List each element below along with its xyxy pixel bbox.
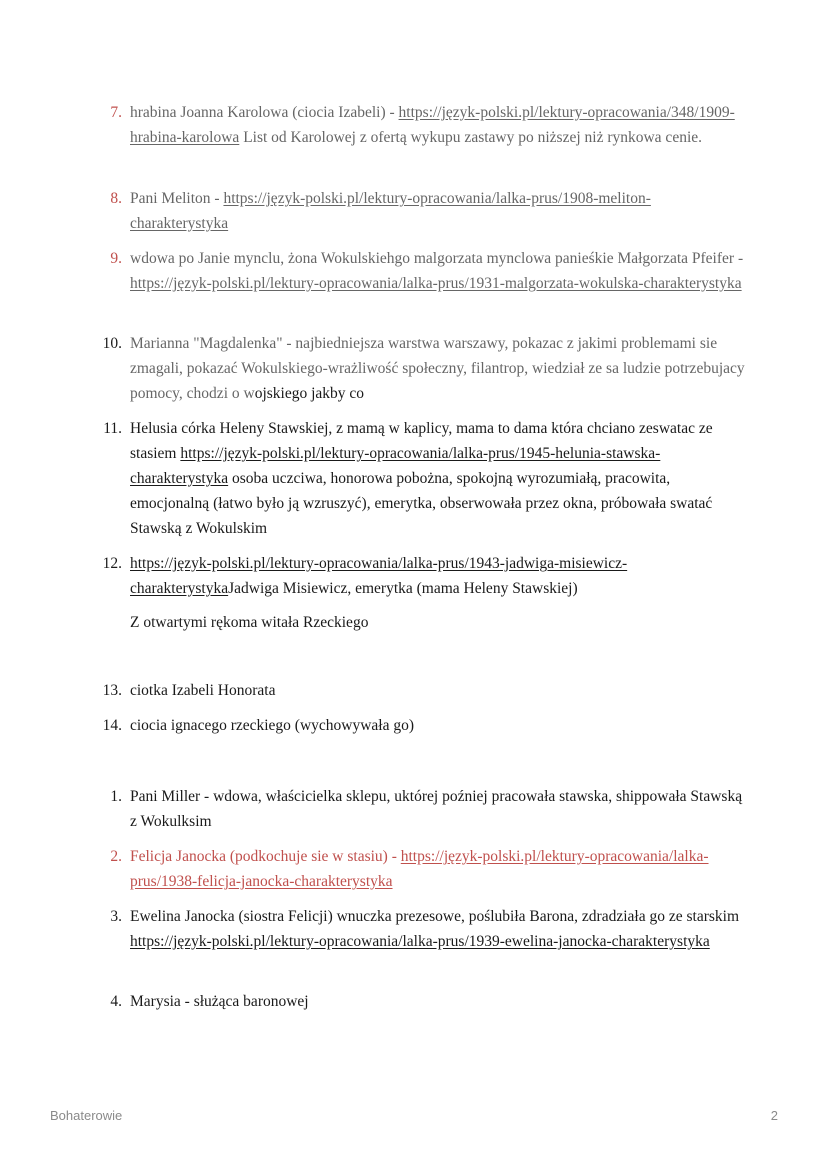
text-segment: List od Karolowej z ofertą wykupu zastawy po niższej niż rynkowa cenie.	[239, 129, 703, 146]
link[interactable]: https://język-polski.pl/lektury-opracowania/lalka-prus/1939-ewelina-janocka-charakterystyka	[130, 933, 710, 950]
list-item-7	[110, 100, 745, 150]
list2-item-1	[110, 784, 745, 834]
list-item-11	[103, 416, 745, 541]
text-segment: Helusia córka Heleny Stawskiej, z mamą w kaplicy, mama to dama która chciano zeswatac ze stasiem	[130, 420, 713, 462]
item-text	[130, 717, 414, 734]
item-text	[130, 420, 713, 537]
item-text	[130, 993, 309, 1010]
link[interactable]: https://język-polski.pl/lektury-opracowania/lalka-prus/1943-jadwiga-misiewicz-charakterystyka	[130, 555, 628, 597]
list-item-14	[102, 713, 745, 738]
list-item-12	[102, 551, 745, 601]
text-segment: ciotka Izabeli Honorata	[130, 682, 276, 699]
item-text	[130, 190, 651, 232]
item-number: 3.	[110, 908, 122, 925]
text-segment: ciocia ignacego rzeckiego (wychowywała go)	[130, 717, 415, 734]
item-number: 14.	[102, 717, 122, 734]
list2-item-2	[110, 844, 745, 894]
item-number: 10.	[102, 335, 122, 352]
item-number: 13.	[102, 682, 122, 699]
text-segment: ojskiego jakby co	[254, 385, 365, 402]
link[interactable]: https://język-polski.pl/lektury-opracowania/lalka-prus/1908-meliton-charakterystyka	[130, 190, 651, 232]
link[interactable]: https://język-polski.pl/lektury-opracowania/lalka-prus/1938-felicja-janocka-charakterystyka	[130, 848, 709, 890]
item-text	[130, 250, 743, 292]
list-item-13	[102, 678, 745, 703]
item-text	[130, 788, 742, 830]
page-number: 2	[770, 1108, 778, 1123]
link[interactable]: https://język-polski.pl/lektury-opracowania/lalka-prus/1931-malgorzata-wokulska-charakterystyka	[130, 275, 742, 292]
text-segment: Jadwiga Misiewicz, emerytka (mama Heleny Stawskiej)	[228, 580, 578, 597]
link[interactable]: https://język-polski.pl/lektury-opracowania/lalka-prus/1945-helunia-stawska-charakterystyka	[130, 445, 661, 487]
list-item-8	[110, 186, 745, 236]
list-item-10	[102, 331, 745, 406]
text-segment: wdowa po Janie mynclu, żona Wokulskiehgo malgorzata mynclowa panieśkie Małgorzata Pfeifer -	[130, 250, 744, 267]
item-number: 1.	[110, 788, 122, 805]
text-segment: Marianna "Magdalenka" - najbiedniejsza warstwa warszawy, pokazac z jakimi problemami sie zmagali, pokazać Wokulskiego-wrażliwość społeczny, filantrop, wiedział ze sa ludzie potrzebujacy pomocy, chodzi o w	[130, 335, 745, 402]
item-number: 8.	[110, 190, 122, 207]
text-segment: Pani Miller - wdowa, właścicielka sklepu, uktórej poźniej pracowała stawska, shippowała Stawską z Wokulksim	[130, 788, 743, 830]
item-number: 12.	[102, 555, 122, 572]
list-item-9	[110, 246, 745, 296]
item-text	[130, 555, 627, 597]
link[interactable]: https://język-polski.pl/lektury-opracowania/348/1909-hrabina-karolowa	[130, 104, 735, 146]
item-text	[130, 682, 275, 699]
item-text	[130, 848, 709, 890]
list2-item-3	[110, 904, 745, 954]
text-segment: Pani Meliton -	[130, 190, 224, 207]
item-text	[130, 335, 745, 402]
item-number: 2.	[110, 848, 122, 865]
text-segment: hrabina Joanna Karolowa (ciocia Izabeli) -	[130, 104, 399, 121]
text-segment: Felicja Janocka (podkochuje sie w stasiu) -	[130, 848, 401, 865]
text-segment: osoba uczciwa, honorowa pobożna, spokojną wyrozumiałą, pracowita, emocjonalną (łatwo było ją wzruszyć), emerytka, obserwowała przez okna, próbowała swatać Stawską z Wokulskim	[130, 470, 713, 537]
item-number: 9.	[110, 250, 122, 267]
footer-title: Bohaterowie	[50, 1108, 123, 1123]
text-segment: Ewelina Janocka (siostra Felicji) wnuczka prezesowe, poślubiła Barona, zdradziała go ze starskim	[130, 908, 740, 925]
item-number: 7.	[110, 104, 122, 121]
item-number: 4.	[110, 993, 122, 1010]
item-text	[130, 104, 735, 146]
item-number: 11.	[103, 420, 122, 437]
list2-item-4	[110, 989, 745, 1014]
paragraph-rzecki: Z otwartymi rękoma witała Rzeckiego	[130, 614, 369, 631]
text-segment: Marysia - służąca baronowej	[130, 993, 309, 1010]
item-text	[130, 908, 739, 950]
